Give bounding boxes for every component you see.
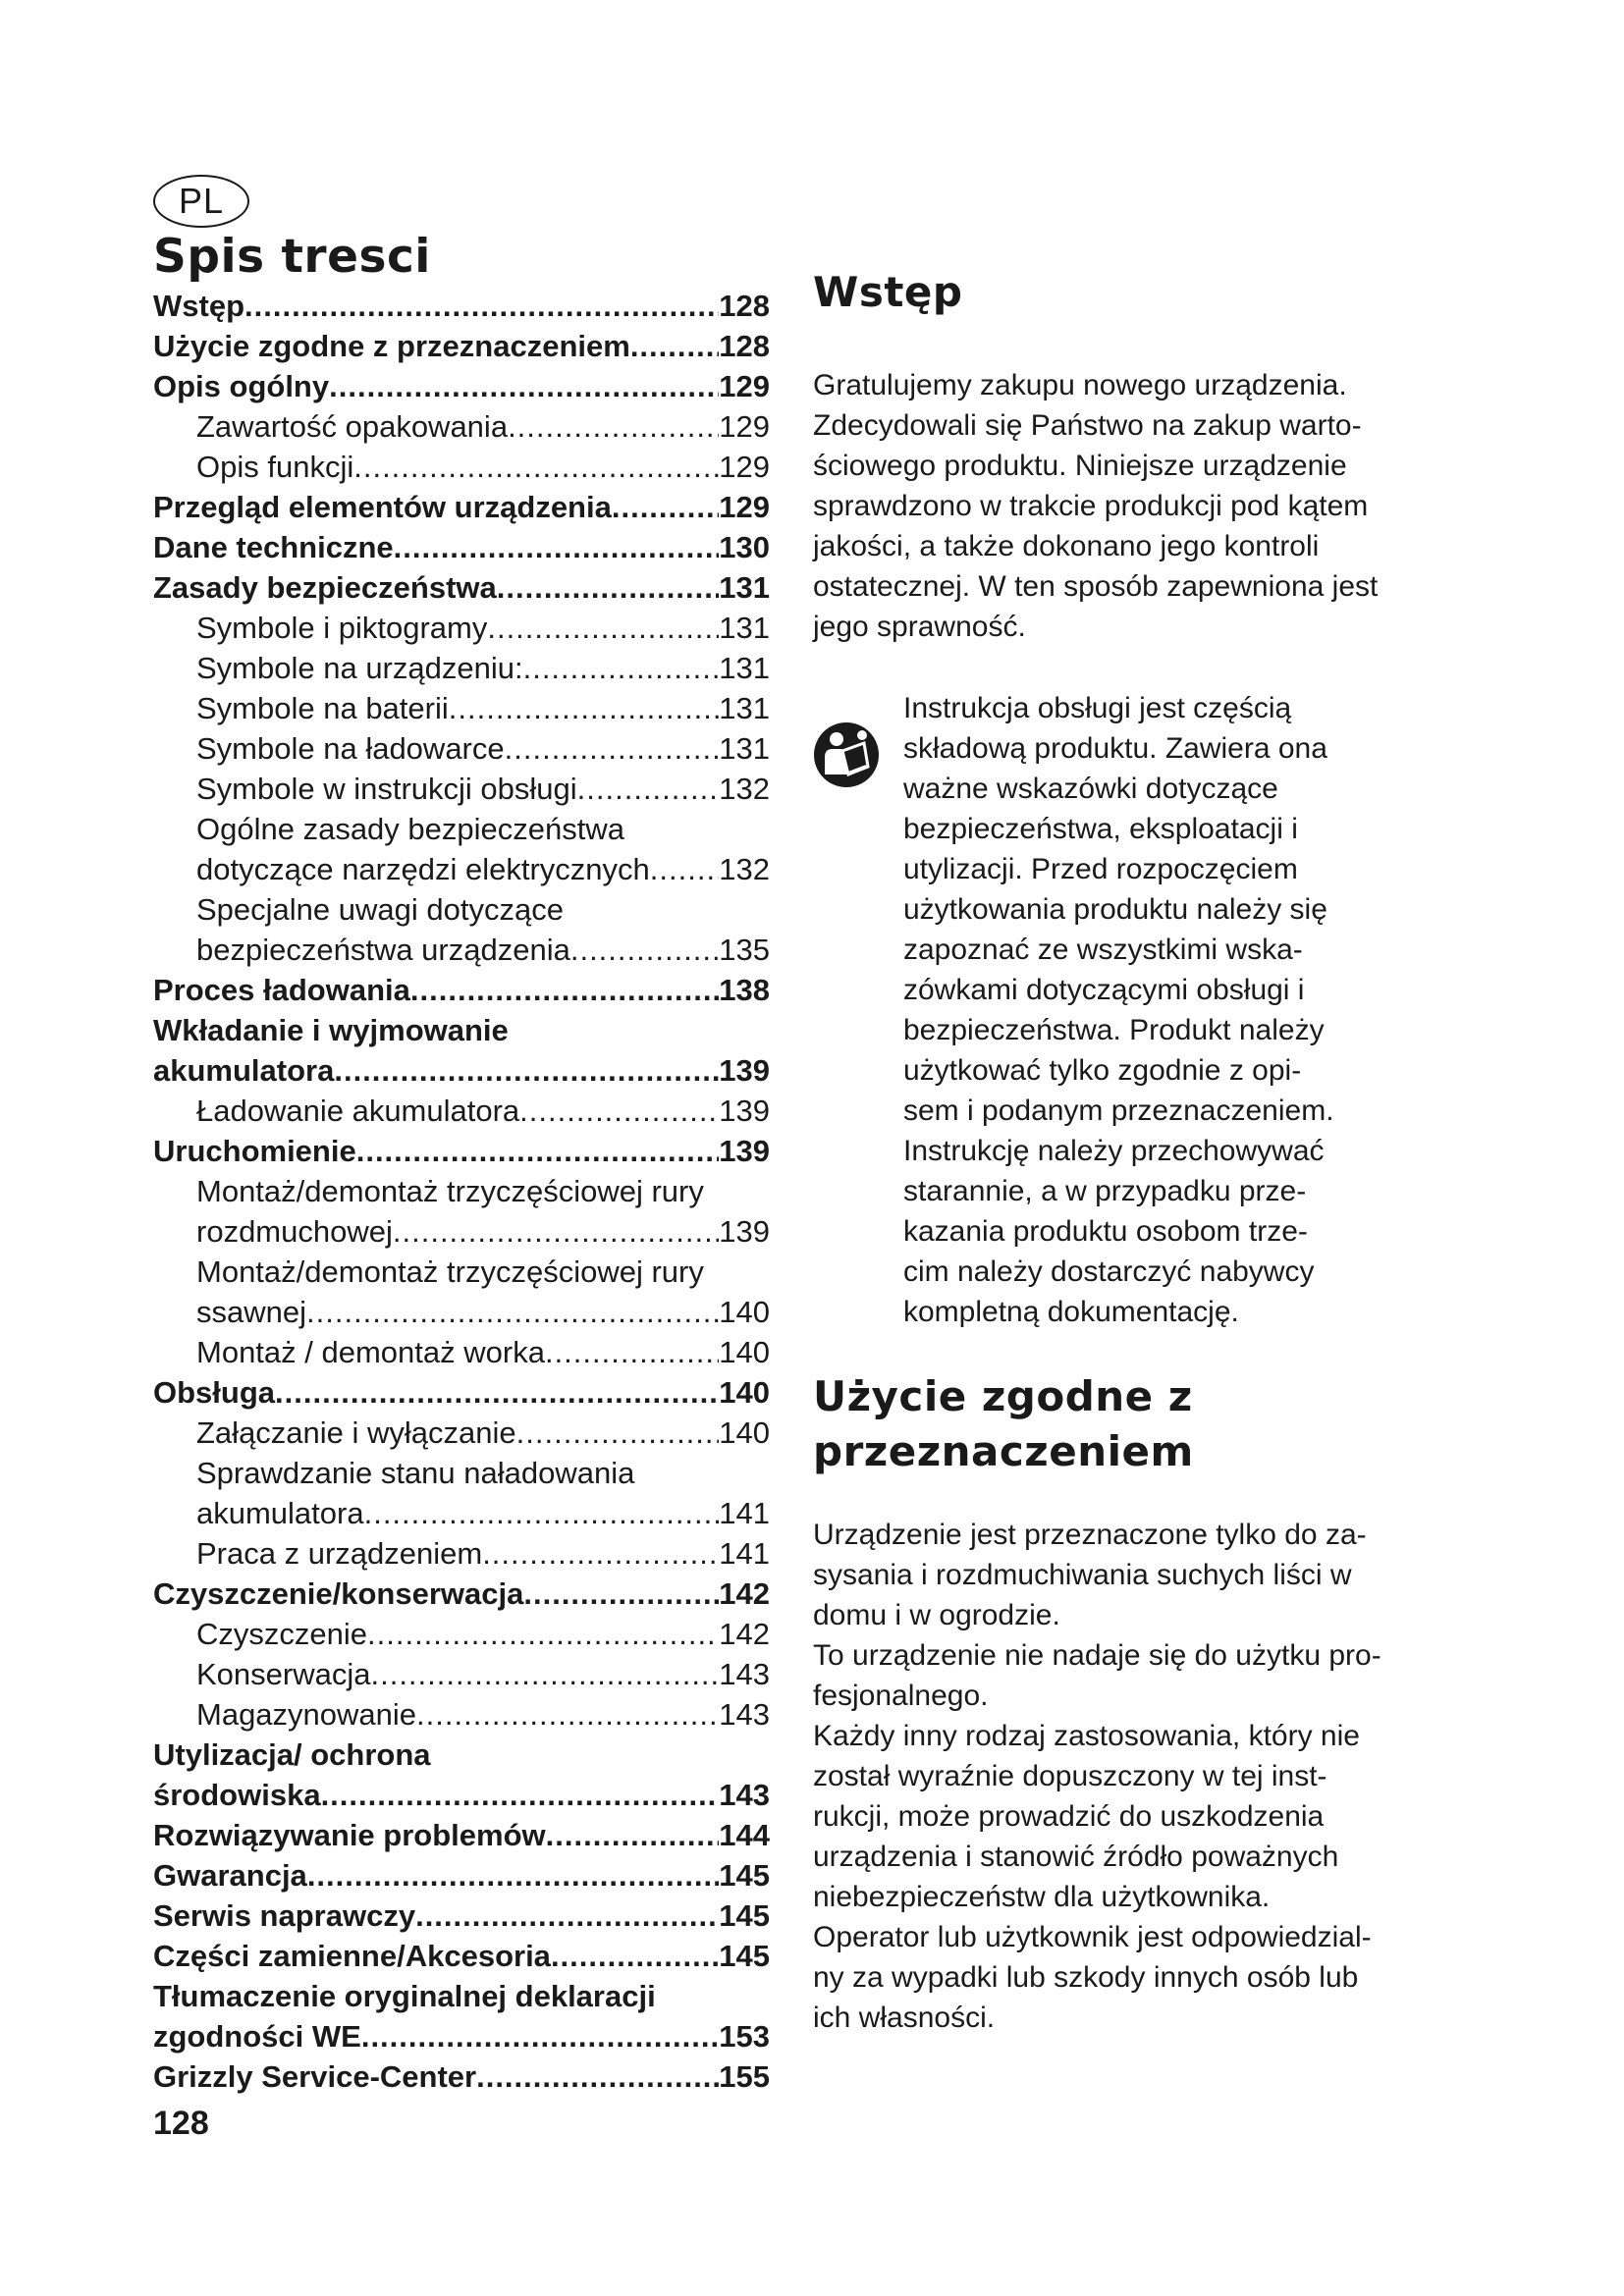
toc-entry-label: akumulatora: [153, 1053, 335, 1088]
toc-entry-label: ssawnej: [196, 1295, 306, 1329]
page-number: 128: [153, 2105, 209, 2142]
toc-entry[interactable]: [153, 1692, 770, 1733]
toc-leader-dots: [497, 570, 720, 606]
notice-line: użytkować tylko zgodnie z opi-: [903, 1054, 1302, 1087]
toc-leader-dots: [356, 1134, 720, 1169]
toc-entry-page: 143: [719, 1697, 770, 1732]
toc-leader-dots: [449, 691, 720, 726]
toc-entry[interactable]: [153, 324, 770, 364]
intended-use-paragraph: [813, 1635, 1441, 1716]
toc-entry-page: 141: [719, 1536, 770, 1571]
language-badge: [153, 175, 249, 228]
toc-entry-label: środowiska: [153, 1778, 321, 1812]
toc-entry-label: Obsługa: [153, 1375, 276, 1410]
toc-entry-page: 142: [719, 1576, 770, 1611]
toc-entry-page: 144: [719, 1818, 770, 1852]
intended-use-body: [813, 1515, 1441, 2038]
toc-entry-label: Symbole i piktogramy: [196, 611, 488, 645]
toc-entry-label: Proces ładowania: [153, 973, 410, 1007]
toc-entry[interactable]: [153, 847, 770, 887]
toc-entry-label: Przegląd elementów urządzenia: [153, 490, 612, 524]
toc-entry-page: 131: [719, 651, 770, 685]
toc-entry[interactable]: [153, 1934, 770, 1974]
toc-leader-dots: [334, 1053, 719, 1089]
toc-entry[interactable]: [153, 1612, 770, 1652]
notice-line: starannie, a w przypadku prze-: [903, 1175, 1307, 1207]
toc-entry[interactable]: [153, 485, 770, 525]
toc-entry-page: 130: [719, 530, 770, 564]
toc-entry[interactable]: [153, 1209, 770, 1250]
toc-entry-page: 131: [719, 731, 770, 766]
toc-entry-page: 131: [719, 570, 770, 605]
intro-line: Zdecydowali się Państwo na zakup warto-: [813, 409, 1362, 442]
toc-entry[interactable]: [153, 1853, 770, 1894]
toc-entry-page: 145: [719, 1898, 770, 1933]
toc-entry[interactable]: [153, 1129, 770, 1169]
toc-entry-label: Części zamienne/Akcesoria: [153, 1939, 551, 1973]
toc-leader-dots: [394, 530, 720, 565]
toc-entry[interactable]: [153, 1491, 770, 1531]
toc-entry-label: dotyczące narzędzi elektrycznych: [196, 852, 650, 886]
toc-entry-label-line: Wkładanie i wyjmowanie: [153, 1013, 509, 1047]
toc-entry-page: 129: [719, 369, 770, 403]
toc-entry[interactable]: [153, 525, 770, 565]
toc-entry-label: bezpieczeństwa urządzenia: [196, 933, 570, 967]
toc-entry-page: 139: [719, 1214, 770, 1249]
notice-line: zapoznać ze wszystkimi wska-: [903, 934, 1303, 966]
toc-leader-dots: [523, 651, 720, 686]
toc-entry-page: 131: [719, 611, 770, 645]
toc-leader-dots: [415, 1898, 719, 1934]
toc-entry[interactable]: [153, 1370, 770, 1411]
toc-entry-page: 128: [719, 289, 770, 323]
read-manual-icon: [813, 721, 880, 788]
toc-entry-page: 129: [719, 409, 770, 444]
toc-leader-dots: [393, 1214, 719, 1250]
toc-entry[interactable]: [153, 1531, 770, 1572]
intro-line: Gratulujemy zakupu nowego urządzenia.: [813, 369, 1347, 401]
toc-entry-page: 128: [719, 329, 770, 363]
toc-entry-label: Uruchomienie: [153, 1134, 356, 1168]
toc-leader-dots: [364, 1496, 720, 1531]
toc-entry-page: 145: [719, 1939, 770, 1973]
notice-line: kazania produktu osobom trze-: [903, 1215, 1308, 1248]
toc-entry[interactable]: [153, 1813, 770, 1853]
toc-entry-label: rozdmuchowej: [196, 1214, 393, 1249]
toc-entry-label: Zasady bezpieczeństwa: [153, 570, 497, 605]
manual-notice: [813, 688, 1441, 1332]
toc-entry-page: 132: [719, 772, 770, 806]
toc-entry-page: 141: [719, 1496, 770, 1530]
intro-line: ściowego produktu. Niniejsze urządzenie: [813, 450, 1347, 482]
notice-line: użytkowania produktu należy się: [903, 893, 1327, 926]
intended-use-line: został wyraźnie dopuszczony w tej inst-: [813, 1760, 1327, 1792]
intended-use-line: domu i w ogrodzie.: [813, 1599, 1060, 1631]
toc-entry-label: Załączanie i wyłączanie: [196, 1415, 516, 1450]
toc-entry-page: 138: [719, 973, 770, 1007]
toc-entry-label: akumulatora: [196, 1496, 364, 1530]
toc-leader-dots: [275, 1375, 719, 1411]
toc-entry[interactable]: [153, 1290, 770, 1330]
toc-entry[interactable]: [153, 2014, 770, 2055]
toc-leader-dots: [329, 369, 719, 404]
toc-leader-dots: [306, 1295, 719, 1330]
toc-entry[interactable]: [153, 686, 770, 726]
toc-leader-dots: [416, 1697, 719, 1733]
toc-entry-page: 140: [719, 1335, 770, 1369]
toc-entry-page: 135: [719, 933, 770, 967]
toc-leader-dots: [650, 852, 720, 887]
intro-heading: Wstęp: [813, 268, 963, 316]
toc-entry[interactable]: [153, 606, 770, 646]
toc-entry[interactable]: [153, 404, 770, 445]
toc-entry-page: 139: [719, 1053, 770, 1088]
toc-entry-page: 129: [719, 450, 770, 484]
toc-leader-dots: [505, 731, 720, 767]
intended-use-line: Urządzenie jest przeznaczone tylko do za-: [813, 1519, 1367, 1551]
notice-line: zówkami dotyczącymi obsługi i: [903, 974, 1305, 1006]
intro-line: sprawdzono w trakcie produkcji pod kątem: [813, 490, 1369, 522]
intended-use-paragraph: [813, 1515, 1441, 1635]
intended-use-line: urządzenia i stanowić źródło poważnych: [813, 1841, 1339, 1873]
toc-entry[interactable]: [153, 726, 770, 767]
toc-entry-label-line: Montaż/demontaż trzyczęściowej rury: [196, 1174, 704, 1208]
content-column: [813, 265, 1441, 2038]
toc-entry-label: Magazynowanie: [196, 1697, 417, 1732]
toc-entry[interactable]: [153, 1894, 770, 1934]
notice-line: ważne wskazówki dotyczące: [903, 773, 1278, 805]
toc-entry-label: Użycie zgodne z przeznaczeniem: [153, 329, 630, 363]
toc-entry[interactable]: [153, 1572, 770, 1612]
toc-entry-label: Gwarancja: [153, 1858, 307, 1893]
toc-entry-label-line: Montaż/demontaż trzyczęściowej rury: [196, 1255, 704, 1289]
toc-entry-page: 140: [719, 1295, 770, 1329]
notice-line: cim należy dostarczyć nabywcy: [903, 1255, 1315, 1288]
toc-entry-page: 139: [719, 1094, 770, 1128]
intended-use-heading-line: Użycie zgodne z: [813, 1372, 1193, 1420]
toc-entry-label: Praca z urządzeniem: [196, 1536, 483, 1571]
toc-entry-page: 129: [719, 490, 770, 524]
toc-leader-dots: [307, 1858, 719, 1894]
toc-entry-label-line: Tłumaczenie oryginalnej deklaracji: [153, 1979, 656, 2013]
toc-entry[interactable]: [153, 928, 770, 968]
toc-entry[interactable]: [153, 646, 770, 686]
toc-entry-label: Zawartość opakowania: [196, 409, 509, 444]
toc-entry[interactable]: [153, 445, 770, 485]
toc-entry[interactable]: [153, 767, 770, 807]
notice-line: bezpieczeństwa. Produkt należy: [903, 1014, 1325, 1046]
notice-line: Instrukcja obsługi jest częścią: [903, 692, 1292, 724]
toc-entry-page: 132: [719, 852, 770, 886]
toc-leader-dots: [321, 1778, 720, 1813]
language-badge-label: PL: [178, 181, 225, 221]
toc-entry[interactable]: [153, 2055, 770, 2095]
toc-entry-page: 140: [719, 1415, 770, 1450]
toc-entry[interactable]: [153, 364, 770, 404]
toc-entry-page: 145: [719, 1858, 770, 1893]
intended-use-line: Operator lub użytkownik jest odpowiedzial-: [813, 1921, 1372, 1953]
notice-line: kompletną dokumentację.: [903, 1296, 1239, 1328]
toc-entry-label: Konserwacja: [196, 1657, 371, 1691]
toc-leader-dots: [516, 1415, 720, 1451]
toc-entry-label: Symbole na baterii: [196, 691, 449, 725]
intended-use-paragraph: [813, 1917, 1441, 2038]
toc-entry[interactable]: [153, 1411, 770, 1451]
toc-entry[interactable]: [153, 1089, 770, 1129]
intended-use-line: ich własności.: [813, 2002, 996, 2034]
toc-entry-label-line: Ogólne zasady bezpieczeństwa: [196, 812, 624, 846]
toc-entry-label: Symbole na urządzeniu:: [196, 651, 523, 685]
toc-entry-label-line: Sprawdzanie stanu naładowania: [196, 1456, 635, 1490]
intended-use-line: sysania i rozdmuchiwania suchych liści w: [813, 1559, 1352, 1591]
toc-leader-dots: [551, 1939, 719, 1974]
toc-entry-page: 143: [719, 1657, 770, 1691]
intro-line: jego sprawność.: [813, 611, 1026, 643]
intended-use-line: niebezpieczeństw dla użytkownika.: [813, 1881, 1271, 1913]
toc-entry[interactable]: [153, 968, 770, 1008]
toc-entry-label: Opis ogólny: [153, 369, 330, 403]
toc-leader-dots: [410, 973, 719, 1008]
toc-entry-page: 140: [719, 1375, 770, 1410]
toc-leader-dots: [244, 289, 719, 324]
toc-leader-dots: [570, 933, 719, 968]
intended-use-paragraph: [813, 1716, 1441, 1917]
toc-entry[interactable]: [153, 565, 770, 606]
toc-leader-dots: [353, 450, 719, 485]
toc-leader-dots: [476, 2059, 719, 2095]
intended-use-line: rukcji, może prowadzić do uszkodzenia: [813, 1800, 1325, 1833]
toc-entry[interactable]: [153, 1773, 770, 1813]
toc-leader-dots: [508, 409, 719, 445]
toc-entry-label: Ładowanie akumulatora: [196, 1094, 520, 1128]
toc-entry-label: Dane techniczne: [153, 530, 394, 564]
toc-leader-dots: [630, 329, 719, 364]
toc-entry-label: Rozwiązywanie problemów: [153, 1818, 546, 1852]
toc-leader-dots: [545, 1335, 719, 1370]
intro-paragraph: [813, 365, 1441, 647]
toc-leader-dots: [577, 772, 720, 807]
toc-leader-dots: [367, 1617, 719, 1652]
toc-entry-label: Symbole w instrukcji obsługi: [196, 772, 577, 806]
toc-entry-label: Symbole na ładowarce: [196, 731, 505, 766]
toc-entry-label: zgodności WE: [153, 2019, 361, 2054]
toc-leader-dots: [482, 1536, 719, 1572]
toc-entry-page: 155: [719, 2059, 770, 2094]
toc-entry-page: 142: [719, 1617, 770, 1651]
toc-entry-label: Opis funkcji: [196, 450, 354, 484]
toc-entry-page: 131: [719, 691, 770, 725]
notice-line: składową produktu. Zawiera ona: [903, 732, 1327, 765]
toc-entry-label: Wstęp: [153, 289, 244, 323]
toc-entry-label-line: Specjalne uwagi dotyczące: [196, 892, 564, 927]
intended-use-line: ny za wypadki lub szkody innych osób lub: [813, 1961, 1359, 1994]
toc-leader-dots: [487, 611, 719, 646]
toc-entry-label: Montaż / demontaż worka: [196, 1335, 545, 1369]
intro-line: ostatecznej. W ten sposób zapewniona jest: [813, 570, 1379, 603]
notice-line: Instrukcję należy przechowywać: [903, 1135, 1325, 1167]
toc-entry-label: Grizzly Service-Center: [153, 2059, 477, 2094]
toc-leader-dots: [546, 1818, 720, 1853]
intended-use-heading-line: przeznaczeniem: [813, 1427, 1194, 1475]
intro-line: jakości, a także dokonano jego kontroli: [813, 530, 1320, 562]
toc-leader-dots: [523, 1576, 719, 1612]
notice-line: utylizacji. Przed rozpoczęciem: [903, 853, 1298, 885]
toc-entry-label: Czyszczenie/konserwacja: [153, 1576, 524, 1611]
notice-text: [903, 688, 1334, 1332]
toc-title: Spis tresci: [153, 230, 431, 284]
toc-entry[interactable]: [153, 284, 770, 324]
toc-entry-label-line: Utylizacja/ ochrona: [153, 1737, 431, 1772]
toc-entry[interactable]: [153, 1652, 770, 1692]
toc-entry-page: 139: [719, 1134, 770, 1168]
table-of-contents: [153, 284, 770, 2095]
notice-line: sem i podanym przeznaczeniem.: [903, 1095, 1334, 1127]
intended-use-line: Każdy inny rodzaj zastosowania, który nie: [813, 1720, 1360, 1752]
intended-use-heading: [813, 1369, 1441, 1479]
toc-leader-dots: [361, 2019, 719, 2055]
toc-leader-dots: [370, 1657, 719, 1692]
toc-entry-label: Serwis naprawczy: [153, 1898, 416, 1933]
intended-use-line: fesjonalnego.: [813, 1680, 989, 1712]
toc-entry-page: 143: [719, 1778, 770, 1812]
toc-leader-dots: [612, 490, 719, 525]
toc-leader-dots: [519, 1094, 719, 1129]
toc-entry-page: 153: [719, 2019, 770, 2054]
toc-entry-label: Czyszczenie: [196, 1617, 367, 1651]
intended-use-line: To urządzenie nie nadaje się do użytku pro-: [813, 1639, 1381, 1672]
toc-entry[interactable]: [153, 1048, 770, 1089]
notice-line: bezpieczeństwa, eksploatacji i: [903, 813, 1298, 845]
toc-entry[interactable]: [153, 1330, 770, 1370]
